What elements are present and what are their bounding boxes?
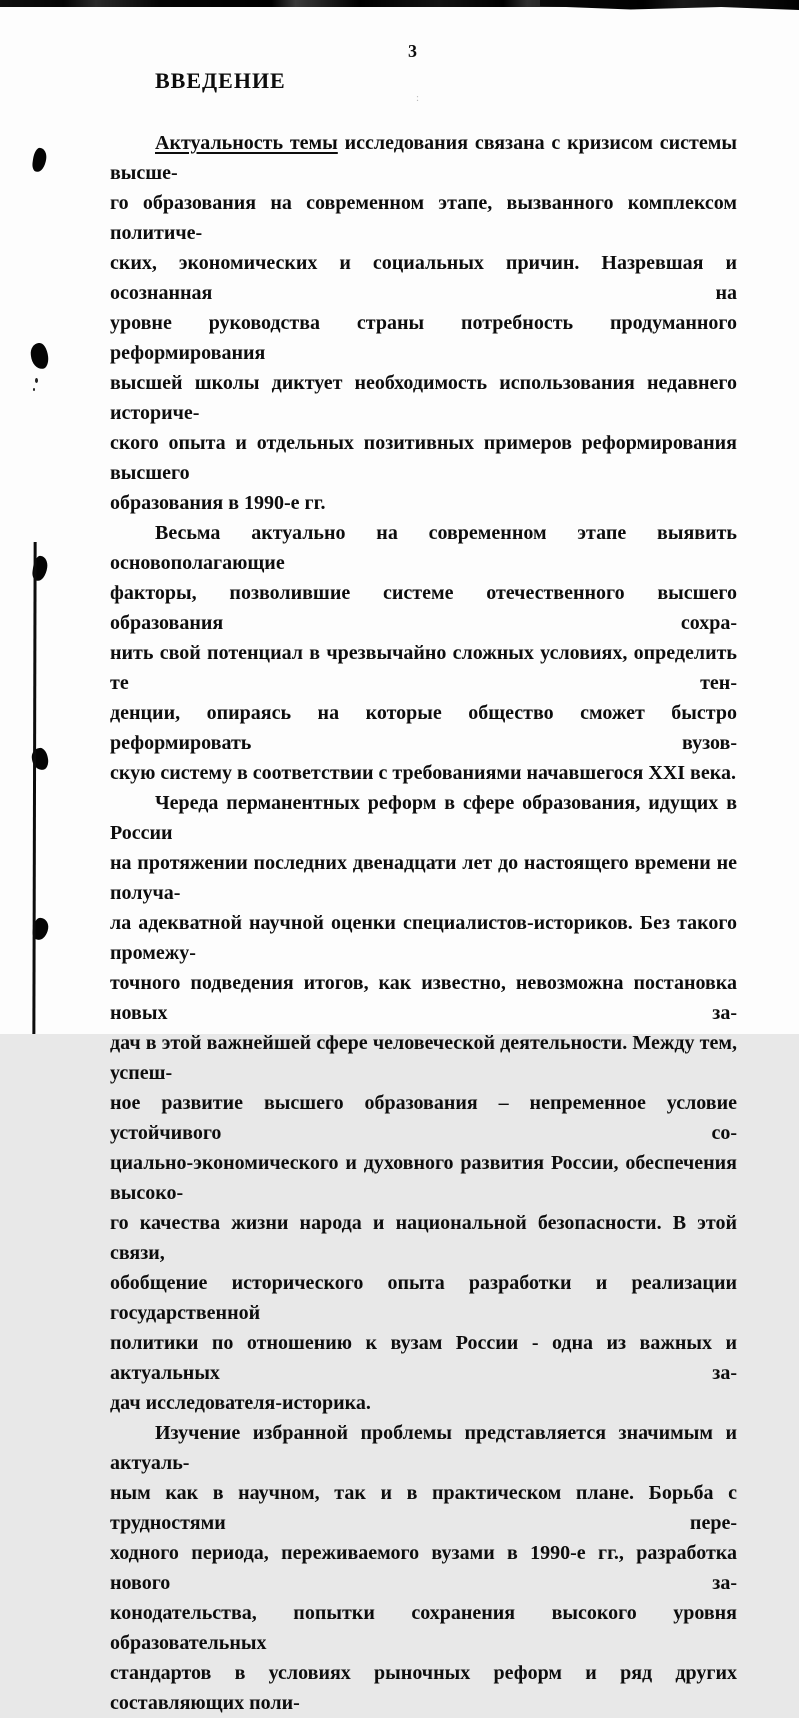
- ink-speck-1: [35, 378, 38, 383]
- page-number: 3: [408, 41, 417, 61]
- paragraph-2: [110, 518, 737, 788]
- text-line: на протяжении последних двенадцати лет до настоящего времени не получа-: [110, 852, 737, 904]
- text-line: конодательства, попытки сохранения высокого уровня образовательных: [110, 1602, 737, 1654]
- text-line: денции, опираясь на которые общество сможет быстро реформировать вузов-: [110, 702, 737, 754]
- text-line: ла адекватной научной оценки специалистов-историков. Без такого промежу-: [110, 912, 737, 964]
- scanner-edge-artifact-thick: [540, 0, 799, 10]
- text-segment: исследования связана с кризисом системы высше-: [110, 132, 737, 184]
- text-line: го образования на современном этапе, вызванного комплексом политиче-: [110, 192, 737, 244]
- body-text: [110, 128, 737, 1718]
- text-line: стандартов в условиях рыночных реформ и ряд других составляющих поли-: [110, 1662, 737, 1714]
- paragraph-4: [110, 1418, 737, 1718]
- text-line: Изучение избранной проблемы представляется значимым и актуаль-: [110, 1422, 737, 1474]
- section-heading: ВВЕДЕНИЕ: [155, 68, 286, 93]
- text-line: ского опыта и отдельных позитивных примеров реформирования высшего: [110, 432, 737, 484]
- text-line: нить свой потенциал в чрезвычайно сложных условиях, определить те тен-: [110, 642, 737, 694]
- ink-blob-1: [31, 147, 47, 173]
- ink-blob-2: [30, 342, 50, 370]
- text-line: точного подведения итогов, как известно, невозможна постановка новых за-: [110, 972, 737, 1024]
- text-line: ходного периода, переживаемого вузами в 1990-е гг., разработка нового за-: [110, 1542, 737, 1594]
- text-line: го качества жизни народа и национальной безопасности. В этой связи,: [110, 1212, 737, 1264]
- text-line: скую систему в соответствии с требованиями начавшегося XXI века.: [110, 762, 736, 784]
- text-line: высшей школы диктует необходимость использования недавнего историче-: [110, 372, 737, 424]
- faint-scan-mark: :: [416, 92, 420, 104]
- scan-vertical-line-artifact: [32, 542, 36, 1034]
- paragraph-3: [110, 788, 737, 1418]
- text-line: ное развитие высшего образования – непременное условие устойчивого со-: [110, 1092, 737, 1144]
- paragraph-1: [110, 128, 737, 518]
- text-line: обобщение исторического опыта разработки и реализации государственной: [110, 1272, 737, 1324]
- text-line: факторы, позволившие системе отечественного высшего образования сохра-: [110, 582, 737, 634]
- text-line: ских, экономических и социальных причин. Назревшая и осознанная на: [110, 252, 737, 304]
- text-line: циально-экономического и духовного развития России, обеспечения высоко-: [110, 1152, 737, 1204]
- text-line: дач исследователя-историка.: [110, 1392, 371, 1414]
- text-line: политики по отношению к вузам России - одна из важных и актуальных за-: [110, 1332, 737, 1384]
- text-line: дач в этой важнейшей сфере человеческой деятельности. Между тем, успеш-: [110, 1032, 737, 1084]
- text-line: уровне руководства страны потребность продуманного реформирования: [110, 312, 737, 364]
- text-line: образования в 1990-е гг.: [110, 492, 326, 514]
- underlined-key-phrase: Актуальность темы: [155, 132, 338, 154]
- text-line: Череда перманентных реформ в сфере образования, идущих в России: [110, 792, 737, 844]
- text-line: Весьма актуально на современном этапе выявить основополагающие: [110, 522, 737, 574]
- text-line: [110, 128, 737, 188]
- ink-speck-2: [33, 388, 35, 391]
- text-line: ным как в научном, так и в практическом плане. Борьба с трудностями пере-: [110, 1482, 737, 1534]
